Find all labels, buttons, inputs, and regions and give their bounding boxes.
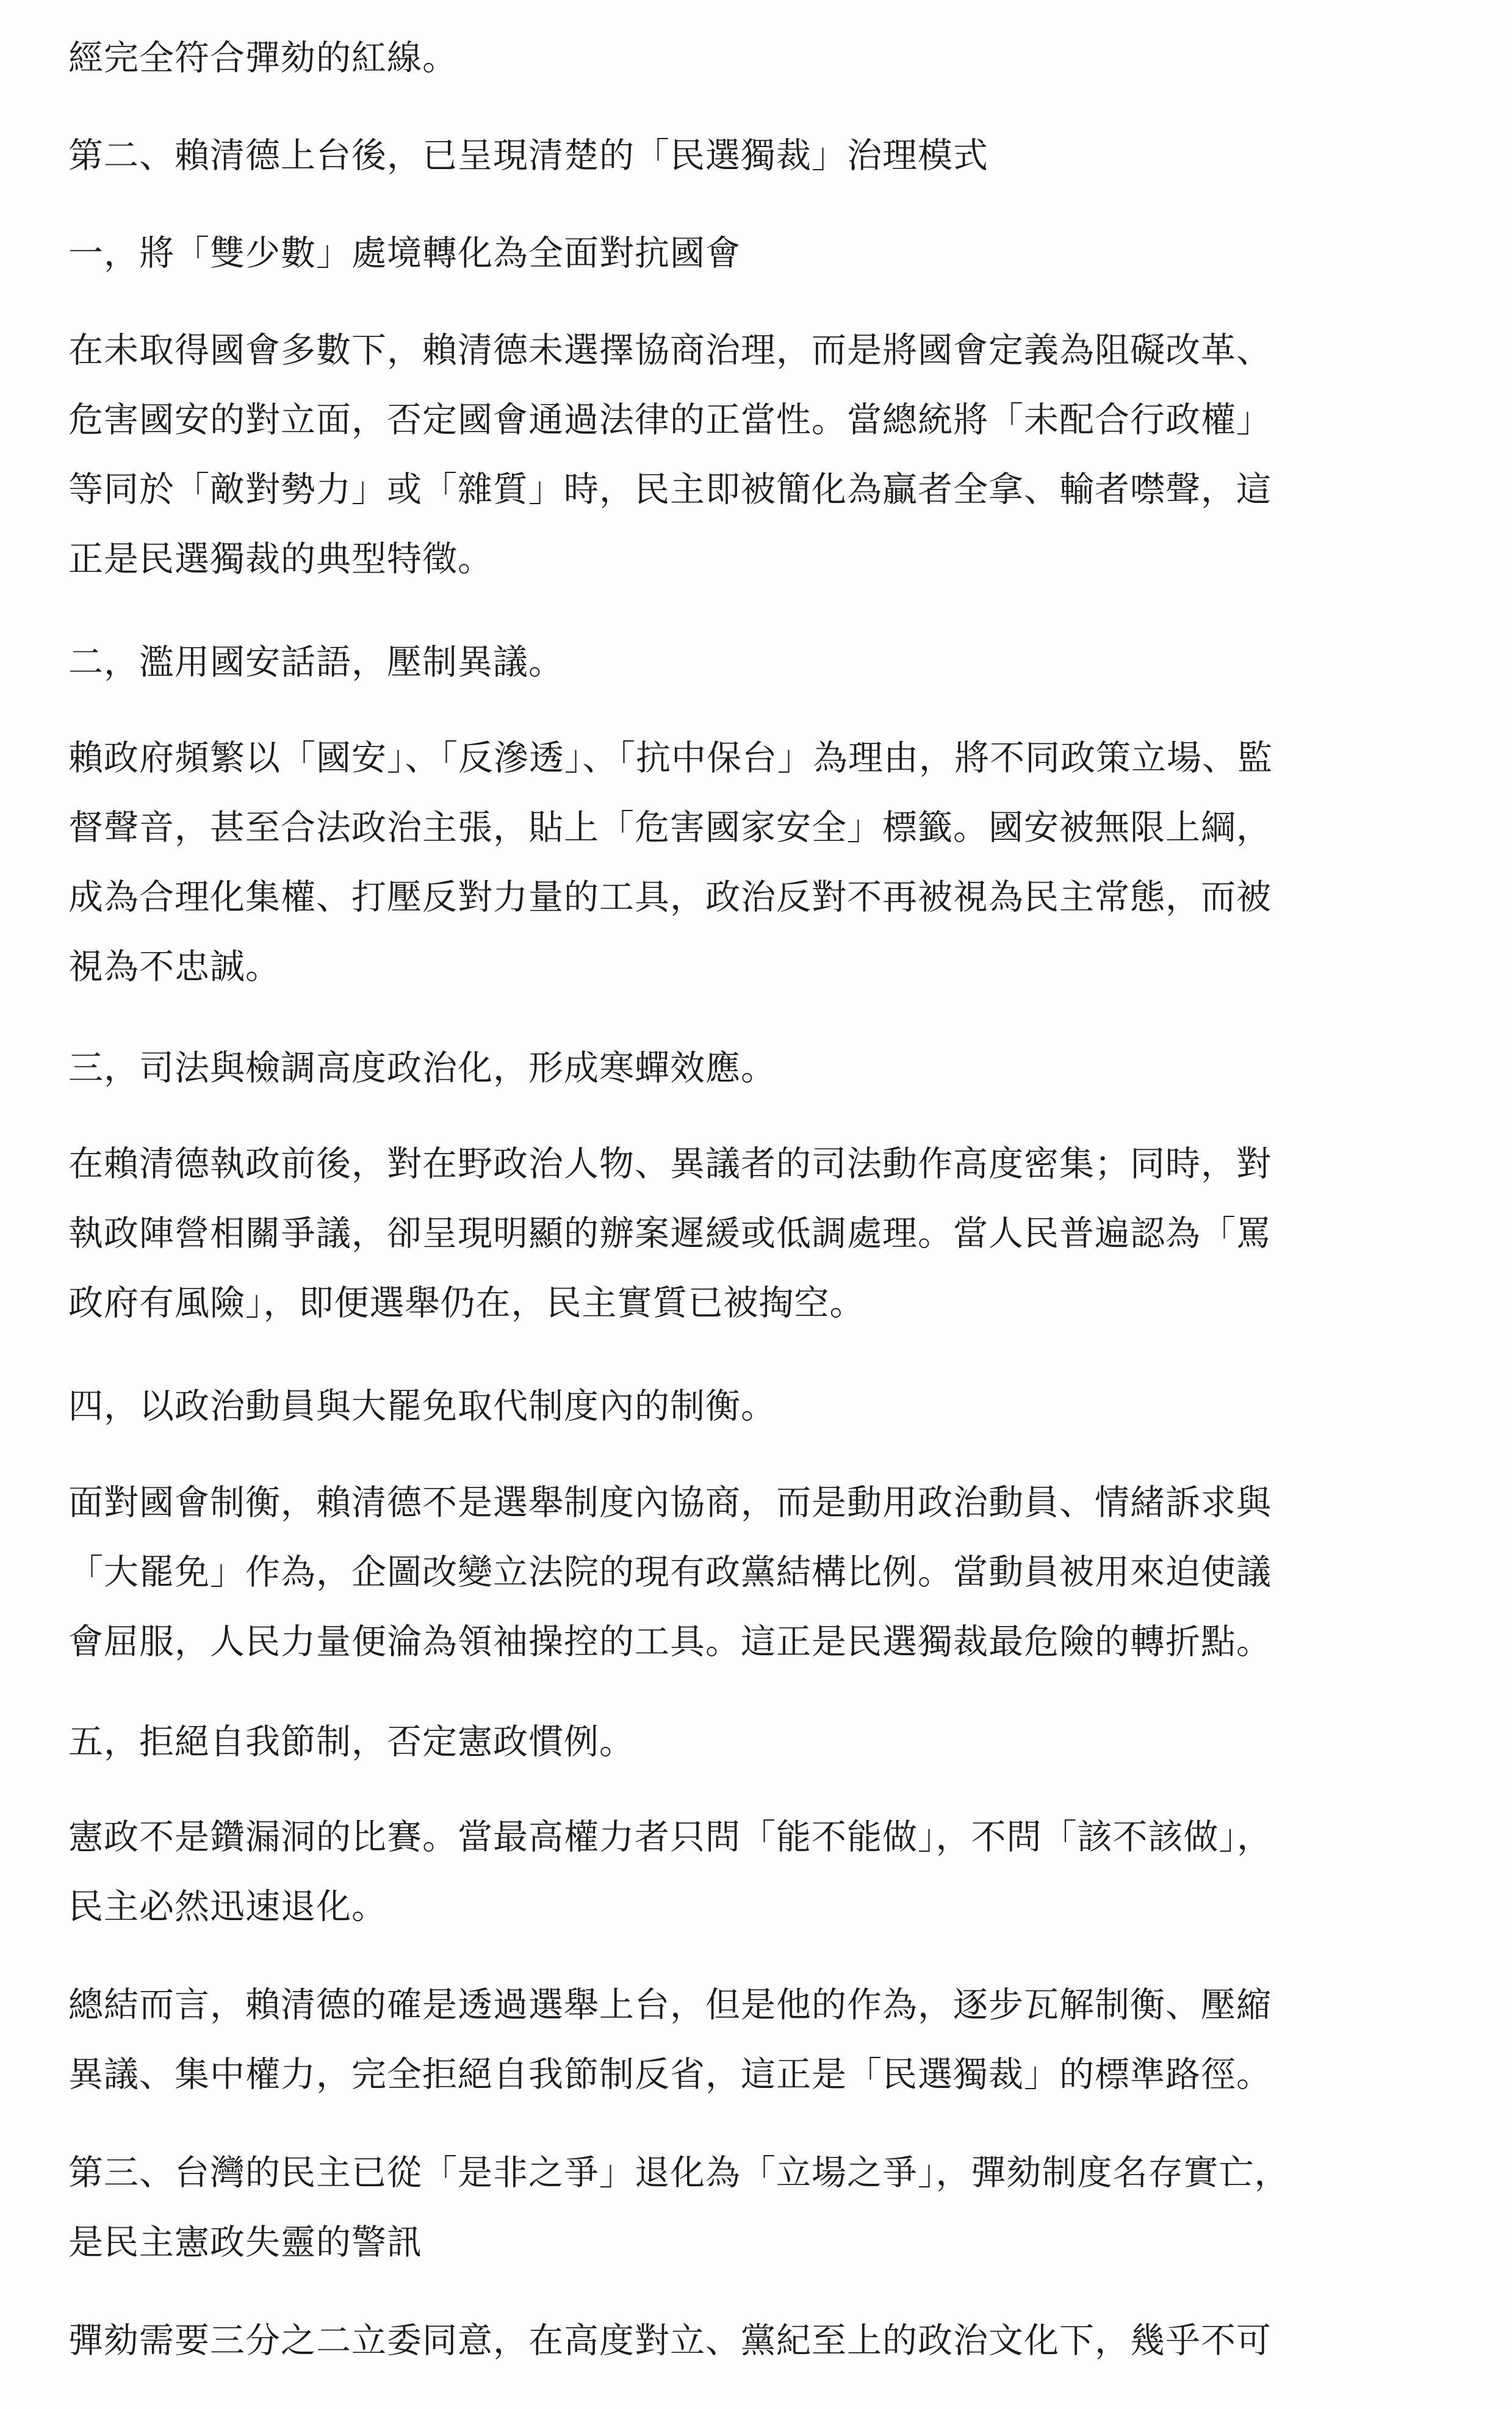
paragraph-3 [68,1129,1447,1338]
text-line: 是民主憲政失靈的警訊 [68,2222,422,2263]
subheading-1 [68,219,1447,288]
paragraph-6 [68,2306,1447,2375]
text-line: 賴政府頻繁以「國安」、「反滲透」、「抗中保台」為理由，將不同政策立場、監 [68,738,1273,778]
paragraph-1 [68,316,1447,594]
text-line: 等同於「敵對勢力」或「雜質」時，民主即被簡化為贏者全拿、輸者噤聲，這 [68,469,1272,510]
subheading-4 [68,1371,1447,1441]
text-line: 憲政不是鑽漏洞的比賽。當最高權力者只問「能不能做」，不問「該不該做」， [68,1817,1272,1857]
text-line: 「大罷免」作為，企圖改變立法院的現有政黨結構比例。當動員被用來迫使議 [68,1552,1272,1592]
text-line: 第二、賴清德上台後，已呈現清楚的「民選獨裁」治理模式 [68,135,988,176]
paragraph-2 [68,723,1447,1002]
text-line: 四，以政治動員與大罷免取代制度內的制衡。 [68,1386,776,1426]
subheading-3 [68,1033,1447,1103]
text-line: 彈劾需要三分之二立委同意，在高度對立、黨紀至上的政治文化下，幾乎不可 [68,2321,1272,2361]
text-line: 視為不忠誠。 [68,947,281,987]
text-line: 政府有風險」，即便選舉仍在，民主實質已被掏空。 [68,1283,865,1323]
text-line: 總結而言，賴清德的確是透過選舉上台，但是他的作為，逐步瓦解制衡、壓縮 [68,1985,1272,2025]
text-line: 在未取得國會多數下，賴清德未選擇協商治理，而是將國會定義為阻礙改革、 [68,330,1272,370]
text-line: 成為合理化集權、打壓反對力量的工具，政治反對不再被視為民主常態，而被 [68,877,1272,917]
text-line: 正是民選獨裁的典型特徵。 [68,539,493,579]
paragraph-4 [68,1468,1447,1677]
text-line: 執政陣營相關爭議，卻呈現明顯的辦案遲緩或低調處理。當人民普遍認為「罵 [68,1213,1272,1254]
text-line: 經完全符合彈劾的紅線。 [68,38,458,78]
text-line: 督聲音，甚至合法政治主張，貼上「危害國家安全」標籤。國安被無限上綱， [68,807,1272,848]
text-line: 三，司法與檢調高度政治化，形成寒蟬效應。 [68,1048,776,1088]
text-line: 民主必然迅速退化。 [68,1887,387,1927]
text-line: 異議、集中權力，完全拒絕自我節制反省，這正是「民選獨裁」的標準路徑。 [68,2054,1272,2095]
section-heading-2 [68,121,1447,190]
text-line: 二，濫用國安話語，壓制異議。 [68,642,564,682]
text-line-continuation [68,23,1447,93]
subheading-5 [68,1707,1447,1777]
text-line: 第三、台灣的民主已從「是非之爭」退化為「立場之爭」，彈劾制度名存實亡， [68,2153,1290,2193]
paragraph-5 [68,1802,1447,1941]
text-line: 一，將「雙少數」處境轉化為全面對抗國會 [68,233,741,273]
text-line: 會屈服，人民力量便淪為領袖操控的工具。這正是民選獨裁最危險的轉折點。 [68,1622,1272,1662]
subheading-2 [68,627,1447,697]
text-line: 五，拒絕自我節制，否定憲政慣例。 [68,1722,635,1762]
text-line: 在賴清德執政前後，對在野政治人物、異議者的司法動作高度密集；同時，對 [68,1144,1272,1184]
paragraph-summary [68,1970,1447,2109]
section-heading-3 [68,2138,1447,2277]
text-line: 面對國會制衡，賴清德不是選舉制度內協商，而是動用政治動員、情緒訴求與 [68,1483,1272,1523]
text-line: 危害國安的對立面，否定國會通過法律的正當性。當總統將「未配合行政權」 [68,400,1272,440]
